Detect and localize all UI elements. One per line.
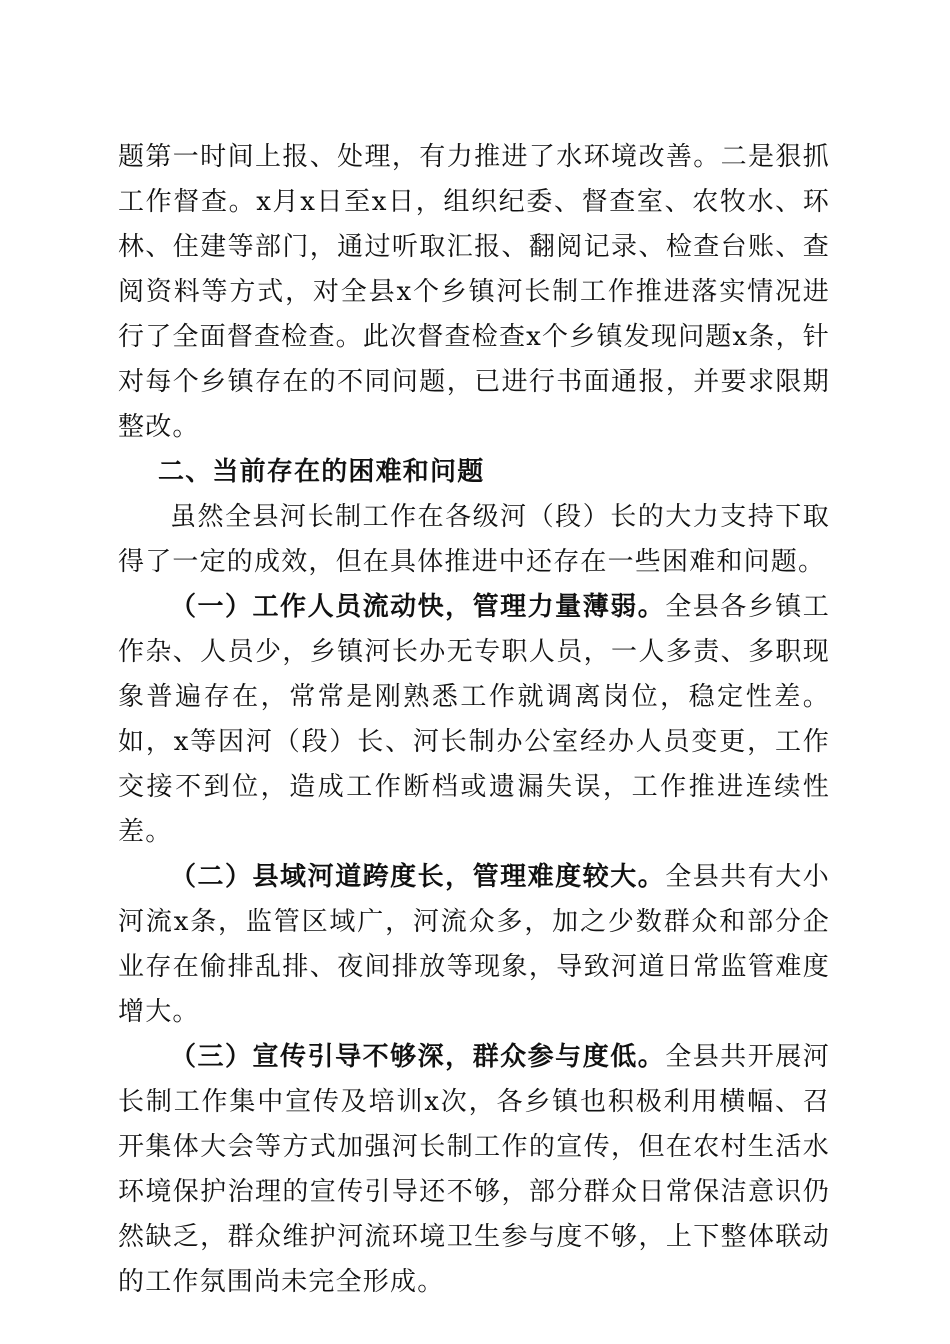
- intro-paragraph: 虽然全县河长制工作在各级河（段）长的大力支持下取得了一定的成效，但在具体推进中还存在一些困难和问题。: [118, 502, 830, 577]
- item-title-1: （一）工作人员流动快，管理力量薄弱。: [170, 592, 666, 622]
- document-body: [118, 135, 830, 1305]
- item-body-3: 全县共开展河长制工作集中宣传及培训x次，各乡镇也积极利用横幅、召开集体大会等方式加强河长制工作的宣传，但在农村生活水环境保护治理的宣传引导还不够，部分群众日常保洁意识仍然缺乏，群众维护河流环境卫生参与度不够，上下整体联动的工作氛围尚未完全形成。: [118, 1042, 830, 1297]
- item-body-2: 全县共有大小河流x条，监管区域广，河流众多，加之少数群众和部分企业存在偷排乱排、夜间排放等现象，导致河道日常监管难度增大。: [118, 862, 830, 1027]
- item-title-2: （二）县域河道跨度长，管理难度较大。: [170, 862, 666, 892]
- item-paragraph-3: [118, 1035, 830, 1305]
- paragraph-continuation: 题第一时间上报、处理，有力推进了水环境改善。二是狠抓工作督查。x月x日至x日，组织纪委、督查室、农牧水、环林、住建等部门，通过听取汇报、翻阅记录、检查台账、查阅资料等方式，对全县x个乡镇河长制工作推进落实情况进行了全面督查检查。此次督查检查x个乡镇发现问题x条，针对每个乡镇存在的不同问题，已进行书面通报，并要求限期整改。: [118, 142, 830, 442]
- item-paragraph-1: [118, 585, 830, 855]
- item-paragraph-2: [118, 855, 830, 1035]
- item-body-1: 全县各乡镇工作杂、人员少，乡镇河长办无专职人员，一人多责、多职现象普遍存在，常常是刚熟悉工作就调离岗位，稳定性差。如，x等因河（段）长、河长制办公室经办人员变更，工作交接不到位，造成工作断档或遗漏失误，工作推进连续性差。: [118, 592, 830, 847]
- item-title-3: （三）宣传引导不够深，群众参与度低。: [170, 1042, 666, 1072]
- section-heading: 二、当前存在的困难和问题: [158, 457, 485, 487]
